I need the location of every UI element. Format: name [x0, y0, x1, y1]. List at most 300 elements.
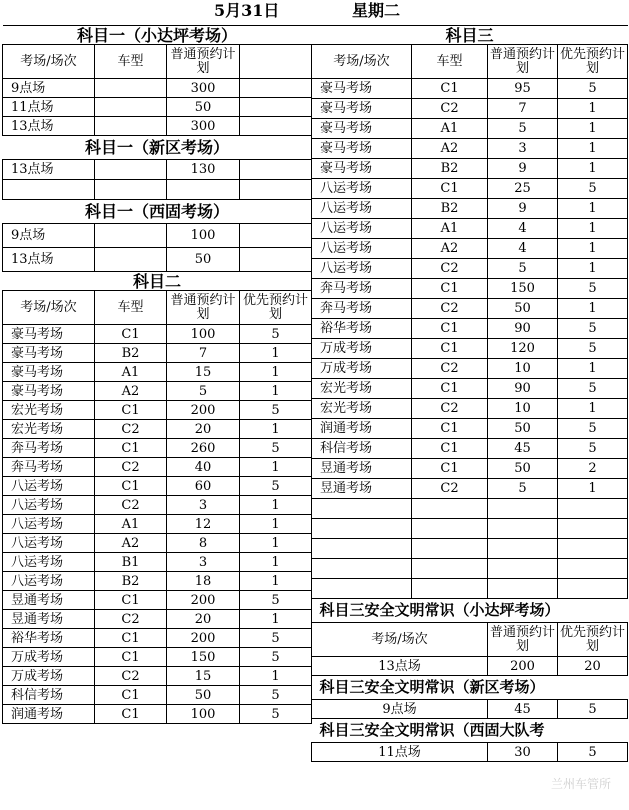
table-row	[312, 459, 628, 479]
cell-regular: 60	[167, 477, 240, 496]
cell-regular: 50	[488, 299, 558, 319]
cell-priority	[240, 98, 312, 117]
cell-cartype: C1	[95, 401, 167, 420]
cell-cartype: C1	[412, 339, 488, 359]
cell-venue: 11点场	[3, 98, 95, 117]
cell-regular: 15	[167, 667, 240, 686]
empty-cell	[488, 579, 558, 599]
anquan-xigu-title: 科目三安全文明常识（西固大队考	[312, 719, 628, 743]
cell-cartype: C2	[412, 99, 488, 119]
table-row	[312, 299, 628, 319]
table-row	[312, 743, 628, 762]
empty-row	[312, 579, 628, 599]
cell-priority: 1	[558, 159, 628, 179]
cell-cartype: C2	[412, 399, 488, 419]
table-row	[3, 420, 312, 439]
cell-regular: 5	[488, 479, 558, 499]
cell-regular: 7	[488, 99, 558, 119]
cell-regular: 120	[488, 339, 558, 359]
cell-priority: 1	[240, 496, 312, 515]
cell-priority	[240, 160, 312, 180]
col-header-venue: 考场/场次	[312, 623, 488, 657]
cell-venue: 9点场	[3, 79, 95, 98]
cell-cartype: A2	[412, 239, 488, 259]
cell-cartype: C1	[412, 179, 488, 199]
cell-priority: 5	[240, 686, 312, 705]
cell-cartype: A2	[95, 534, 167, 553]
cell-venue: 八运考场	[3, 477, 95, 496]
cell-cartype: C1	[412, 379, 488, 399]
cell-priority: 1	[558, 359, 628, 379]
table-row	[3, 98, 312, 117]
kemu3-title: 科目三	[312, 26, 628, 45]
table-row	[312, 199, 628, 219]
cell-priority: 1	[558, 239, 628, 259]
cell-cartype: B2	[95, 344, 167, 363]
table-row	[3, 363, 312, 382]
cell-cartype: C1	[412, 319, 488, 339]
empty-cell	[412, 519, 488, 539]
cell-venue: 13点场	[3, 117, 95, 136]
cell-venue: 八运考场	[3, 515, 95, 534]
table-row	[3, 477, 312, 496]
cell-venue: 昱通考场	[312, 479, 412, 499]
anquan-xinqu-rows	[312, 700, 628, 719]
cell-venue: 宏光考场	[312, 379, 412, 399]
cell-regular: 18	[167, 572, 240, 591]
cell-cartype: C2	[95, 420, 167, 439]
right-column	[311, 25, 627, 762]
table-row	[3, 667, 312, 686]
cell-cartype: A1	[412, 219, 488, 239]
cell-regular: 7	[167, 344, 240, 363]
anquan-xinqu-title: 科目三安全文明常识（新区考场）	[312, 676, 628, 700]
cell-regular: 150	[488, 279, 558, 299]
kemu3-blank-rows	[312, 499, 628, 599]
table-row	[312, 359, 628, 379]
table-row	[312, 319, 628, 339]
cell-priority: 1	[240, 420, 312, 439]
table-row	[3, 224, 312, 248]
cell-venue: 13点场	[3, 248, 95, 272]
empty-cell	[558, 539, 628, 559]
cell-venue: 昱通考场	[3, 591, 95, 610]
table-row	[3, 160, 312, 180]
cell-regular: 8	[167, 534, 240, 553]
table-row	[3, 686, 312, 705]
cell-regular: 90	[488, 319, 558, 339]
cell-regular: 50	[488, 419, 558, 439]
cell-priority: 1	[558, 99, 628, 119]
cell-venue: 13点场	[3, 160, 95, 180]
cell-priority: 5	[240, 648, 312, 667]
kemu1-xinqu-title: 科目一（新区考场）	[3, 136, 312, 160]
cell-cartype: B2	[412, 159, 488, 179]
weekday-title: 星期二	[352, 1, 401, 20]
kemu1-xigu-rows	[3, 224, 312, 272]
kemu1-xinqu-rows	[3, 160, 312, 200]
table-row	[312, 439, 628, 459]
col-header-venue: 考场/场次	[312, 45, 412, 79]
cell-priority: 1	[240, 515, 312, 534]
cell-regular: 100	[167, 224, 240, 248]
cell-regular	[167, 180, 240, 200]
cell-cartype: C2	[95, 667, 167, 686]
cell-priority	[240, 248, 312, 272]
cell-venue: 昱通考场	[312, 459, 412, 479]
cell-venue: 豪马考场	[3, 382, 95, 401]
cell-priority: 5	[558, 79, 628, 99]
cell-regular: 50	[488, 459, 558, 479]
cell-cartype	[95, 98, 167, 117]
table-row	[312, 339, 628, 359]
cell-venue: 宏光考场	[3, 420, 95, 439]
cell-venue: 裕华考场	[3, 629, 95, 648]
watermark-logo: 兰州车管所	[550, 777, 611, 791]
cell-priority: 5	[558, 339, 628, 359]
cell-venue: 豪马考场	[312, 119, 412, 139]
table-row	[3, 572, 312, 591]
cell-venue: 豪马考场	[312, 159, 412, 179]
cell-priority: 5	[240, 591, 312, 610]
cell-regular: 90	[488, 379, 558, 399]
cell-regular: 3	[167, 496, 240, 515]
table-row	[312, 279, 628, 299]
cell-cartype: C2	[412, 479, 488, 499]
cell-regular: 45	[488, 439, 558, 459]
empty-cell	[312, 519, 412, 539]
cell-priority: 1	[558, 479, 628, 499]
table-row	[312, 479, 628, 499]
table-row	[312, 399, 628, 419]
cell-cartype: C1	[95, 705, 167, 724]
table-row	[3, 458, 312, 477]
table-row	[3, 610, 312, 629]
cell-cartype: A2	[95, 382, 167, 401]
cell-venue: 豪马考场	[312, 99, 412, 119]
cell-regular: 5	[488, 119, 558, 139]
cell-cartype: A1	[95, 363, 167, 382]
col-header-cartype: 车型	[412, 45, 488, 79]
cell-regular: 100	[167, 325, 240, 344]
cell-priority: 1	[240, 534, 312, 553]
cell-venue: 豪马考场	[312, 79, 412, 99]
cell-venue: 润通考场	[3, 705, 95, 724]
cell-priority: 5	[558, 419, 628, 439]
cell-venue: 万成考场	[3, 648, 95, 667]
table-row	[312, 379, 628, 399]
col-header-cartype: 车型	[95, 291, 167, 325]
kemu1-xigu-title: 科目一（西固考场）	[3, 200, 312, 224]
table-row	[312, 79, 628, 99]
cell-priority	[240, 117, 312, 136]
kemu2-title: 科目二	[3, 272, 312, 291]
col-header-priority: 优先预约计划	[240, 291, 312, 325]
empty-cell	[312, 539, 412, 559]
cell-venue: 八运考场	[3, 496, 95, 515]
cell-regular: 20	[167, 610, 240, 629]
cell-venue: 科信考场	[3, 686, 95, 705]
col-header-empty	[240, 45, 312, 79]
cell-venue: 昱通考场	[3, 610, 95, 629]
cell-priority: 1	[558, 119, 628, 139]
empty-row	[312, 519, 628, 539]
table-row	[3, 496, 312, 515]
table-row	[3, 248, 312, 272]
cell-regular: 300	[167, 117, 240, 136]
cell-regular: 150	[167, 648, 240, 667]
cell-venue: 奔马考场	[3, 439, 95, 458]
cell-venue: 科信考场	[312, 439, 412, 459]
col-header-regular: 普通预约计划	[167, 291, 240, 325]
cell-cartype: C2	[95, 610, 167, 629]
cell-cartype: C1	[95, 477, 167, 496]
cell-priority: 5	[558, 743, 628, 762]
cell-regular: 3	[488, 139, 558, 159]
cell-regular: 100	[167, 705, 240, 724]
table-row	[3, 401, 312, 420]
cell-cartype: C1	[95, 686, 167, 705]
table-row	[312, 219, 628, 239]
cell-regular: 260	[167, 439, 240, 458]
cell-priority	[240, 79, 312, 98]
cell-priority: 1	[558, 199, 628, 219]
cell-priority: 5	[558, 179, 628, 199]
empty-cell	[488, 539, 558, 559]
empty-cell	[412, 499, 488, 519]
kemu2-rows	[3, 325, 312, 724]
col-header-cartype: 车型	[95, 45, 167, 79]
cell-cartype: C2	[412, 299, 488, 319]
anquan-xigu-rows	[312, 743, 628, 762]
cell-priority	[240, 224, 312, 248]
empty-cell	[488, 559, 558, 579]
cell-venue: 八运考场	[312, 259, 412, 279]
cell-priority	[240, 180, 312, 200]
col-header-venue: 考场/场次	[3, 45, 95, 79]
table-row	[3, 591, 312, 610]
cell-venue: 宏光考场	[3, 401, 95, 420]
cell-priority: 1	[240, 667, 312, 686]
cell-regular: 40	[167, 458, 240, 477]
table-row	[3, 180, 312, 200]
cell-venue: 八运考场	[312, 199, 412, 219]
empty-row	[312, 539, 628, 559]
cell-priority: 5	[240, 401, 312, 420]
col-header-regular: 普通预约计划	[167, 45, 240, 79]
cell-venue: 奔马考场	[3, 458, 95, 477]
cell-cartype	[95, 117, 167, 136]
empty-cell	[312, 559, 412, 579]
table-row	[3, 705, 312, 724]
cell-venue: 万成考场	[3, 667, 95, 686]
table-row	[312, 159, 628, 179]
cell-venue: 豪马考场	[312, 139, 412, 159]
cell-cartype: C1	[95, 648, 167, 667]
table-row	[3, 648, 312, 667]
cell-regular: 5	[488, 259, 558, 279]
left-column	[2, 25, 311, 724]
cell-cartype: B2	[95, 572, 167, 591]
cell-cartype: C1	[95, 591, 167, 610]
cell-priority: 1	[558, 139, 628, 159]
empty-cell	[412, 559, 488, 579]
empty-cell	[558, 559, 628, 579]
cell-venue: 万成考场	[312, 359, 412, 379]
cell-regular: 200	[167, 401, 240, 420]
cell-priority: 5	[240, 629, 312, 648]
kemu3-rows	[312, 79, 628, 499]
table-row	[3, 117, 312, 136]
cell-priority: 5	[558, 379, 628, 399]
cell-priority: 1	[558, 259, 628, 279]
cell-cartype: C1	[95, 629, 167, 648]
empty-cell	[412, 539, 488, 559]
cell-cartype: C1	[412, 79, 488, 99]
cell-venue: 豪马考场	[3, 363, 95, 382]
cell-regular: 25	[488, 179, 558, 199]
cell-cartype: A1	[95, 515, 167, 534]
cell-cartype: C1	[412, 419, 488, 439]
cell-venue: 润通考场	[312, 419, 412, 439]
cell-venue: 豪马考场	[3, 344, 95, 363]
table-row	[3, 325, 312, 344]
cell-venue: 八运考场	[3, 572, 95, 591]
cell-priority: 1	[558, 399, 628, 419]
table-row	[312, 139, 628, 159]
cell-regular: 200	[488, 657, 558, 676]
cell-cartype: A1	[412, 119, 488, 139]
empty-row	[312, 499, 628, 519]
cell-venue: 9点场	[312, 700, 488, 719]
table-row	[312, 700, 628, 719]
cell-regular: 20	[167, 420, 240, 439]
cell-venue: 裕华考场	[312, 319, 412, 339]
cell-priority: 5	[558, 439, 628, 459]
cell-priority: 1	[240, 610, 312, 629]
cell-venue: 奔马考场	[312, 279, 412, 299]
cell-priority: 5	[240, 439, 312, 458]
cell-cartype: A2	[412, 139, 488, 159]
cell-priority: 1	[240, 458, 312, 477]
cell-venue: 八运考场	[312, 179, 412, 199]
table-row	[312, 239, 628, 259]
cell-regular: 130	[167, 160, 240, 180]
cell-cartype: B2	[412, 199, 488, 219]
cell-priority: 2	[558, 459, 628, 479]
cell-venue: 豪马考场	[3, 325, 95, 344]
left-table	[2, 25, 312, 724]
table-row	[3, 534, 312, 553]
cell-cartype: C1	[412, 279, 488, 299]
table-row	[312, 179, 628, 199]
cell-priority: 20	[558, 657, 628, 676]
cell-priority: 1	[558, 219, 628, 239]
table-row	[3, 553, 312, 572]
cell-venue: 万成考场	[312, 339, 412, 359]
cell-regular: 12	[167, 515, 240, 534]
cell-cartype: B1	[95, 553, 167, 572]
right-table	[311, 25, 628, 762]
empty-cell	[488, 499, 558, 519]
cell-cartype: C2	[412, 259, 488, 279]
cell-regular: 50	[167, 248, 240, 272]
cell-regular: 10	[488, 359, 558, 379]
table-row	[312, 419, 628, 439]
date-title: 5月31日	[214, 1, 280, 20]
table-row	[312, 99, 628, 119]
cell-cartype	[95, 79, 167, 98]
cell-venue	[3, 180, 95, 200]
empty-cell	[558, 499, 628, 519]
cell-cartype: C1	[95, 439, 167, 458]
empty-row	[312, 559, 628, 579]
cell-priority: 1	[240, 363, 312, 382]
cell-regular: 9	[488, 159, 558, 179]
cell-priority: 5	[240, 325, 312, 344]
cell-priority: 5	[558, 279, 628, 299]
col-header-regular: 普通预约计划	[488, 623, 558, 657]
cell-priority: 5	[240, 477, 312, 496]
cell-regular: 9	[488, 199, 558, 219]
cell-regular: 3	[167, 553, 240, 572]
cell-regular: 50	[167, 686, 240, 705]
cell-priority: 1	[240, 382, 312, 401]
cell-regular: 45	[488, 700, 558, 719]
cell-regular: 15	[167, 363, 240, 382]
cell-priority: 1	[240, 553, 312, 572]
cell-regular: 95	[488, 79, 558, 99]
table-row	[312, 259, 628, 279]
cell-cartype: C1	[412, 439, 488, 459]
col-header-venue: 考场/场次	[3, 291, 95, 325]
cell-cartype: C2	[95, 496, 167, 515]
cell-regular: 300	[167, 79, 240, 98]
cell-priority: 5	[558, 700, 628, 719]
kemu1-xiaodaping-rows	[3, 79, 312, 136]
cell-regular: 4	[488, 219, 558, 239]
anquan-xiaodaping-rows	[312, 657, 628, 676]
table-row	[3, 79, 312, 98]
cell-priority: 1	[240, 572, 312, 591]
cell-regular: 50	[167, 98, 240, 117]
col-header-priority: 优先预约计划	[558, 45, 628, 79]
cell-venue: 宏光考场	[312, 399, 412, 419]
table-row	[3, 382, 312, 401]
cell-regular: 5	[167, 382, 240, 401]
anquan-xiaodaping-title: 科目三安全文明常识（小达坪考场）	[312, 599, 628, 623]
col-header-regular: 普通预约计划	[488, 45, 558, 79]
cell-venue: 八运考场	[3, 534, 95, 553]
cell-cartype: C1	[95, 325, 167, 344]
empty-cell	[558, 519, 628, 539]
cell-venue: 9点场	[3, 224, 95, 248]
cell-priority: 1	[558, 299, 628, 319]
table-row	[3, 629, 312, 648]
cell-regular: 30	[488, 743, 558, 762]
cell-regular: 200	[167, 591, 240, 610]
cell-venue: 八运考场	[312, 239, 412, 259]
table-row	[312, 119, 628, 139]
cell-venue: 奔马考场	[312, 299, 412, 319]
table-row	[3, 344, 312, 363]
cell-regular: 10	[488, 399, 558, 419]
empty-cell	[558, 579, 628, 599]
cell-cartype: C1	[412, 459, 488, 479]
empty-cell	[312, 579, 412, 599]
cell-priority: 5	[558, 319, 628, 339]
cell-regular: 200	[167, 629, 240, 648]
